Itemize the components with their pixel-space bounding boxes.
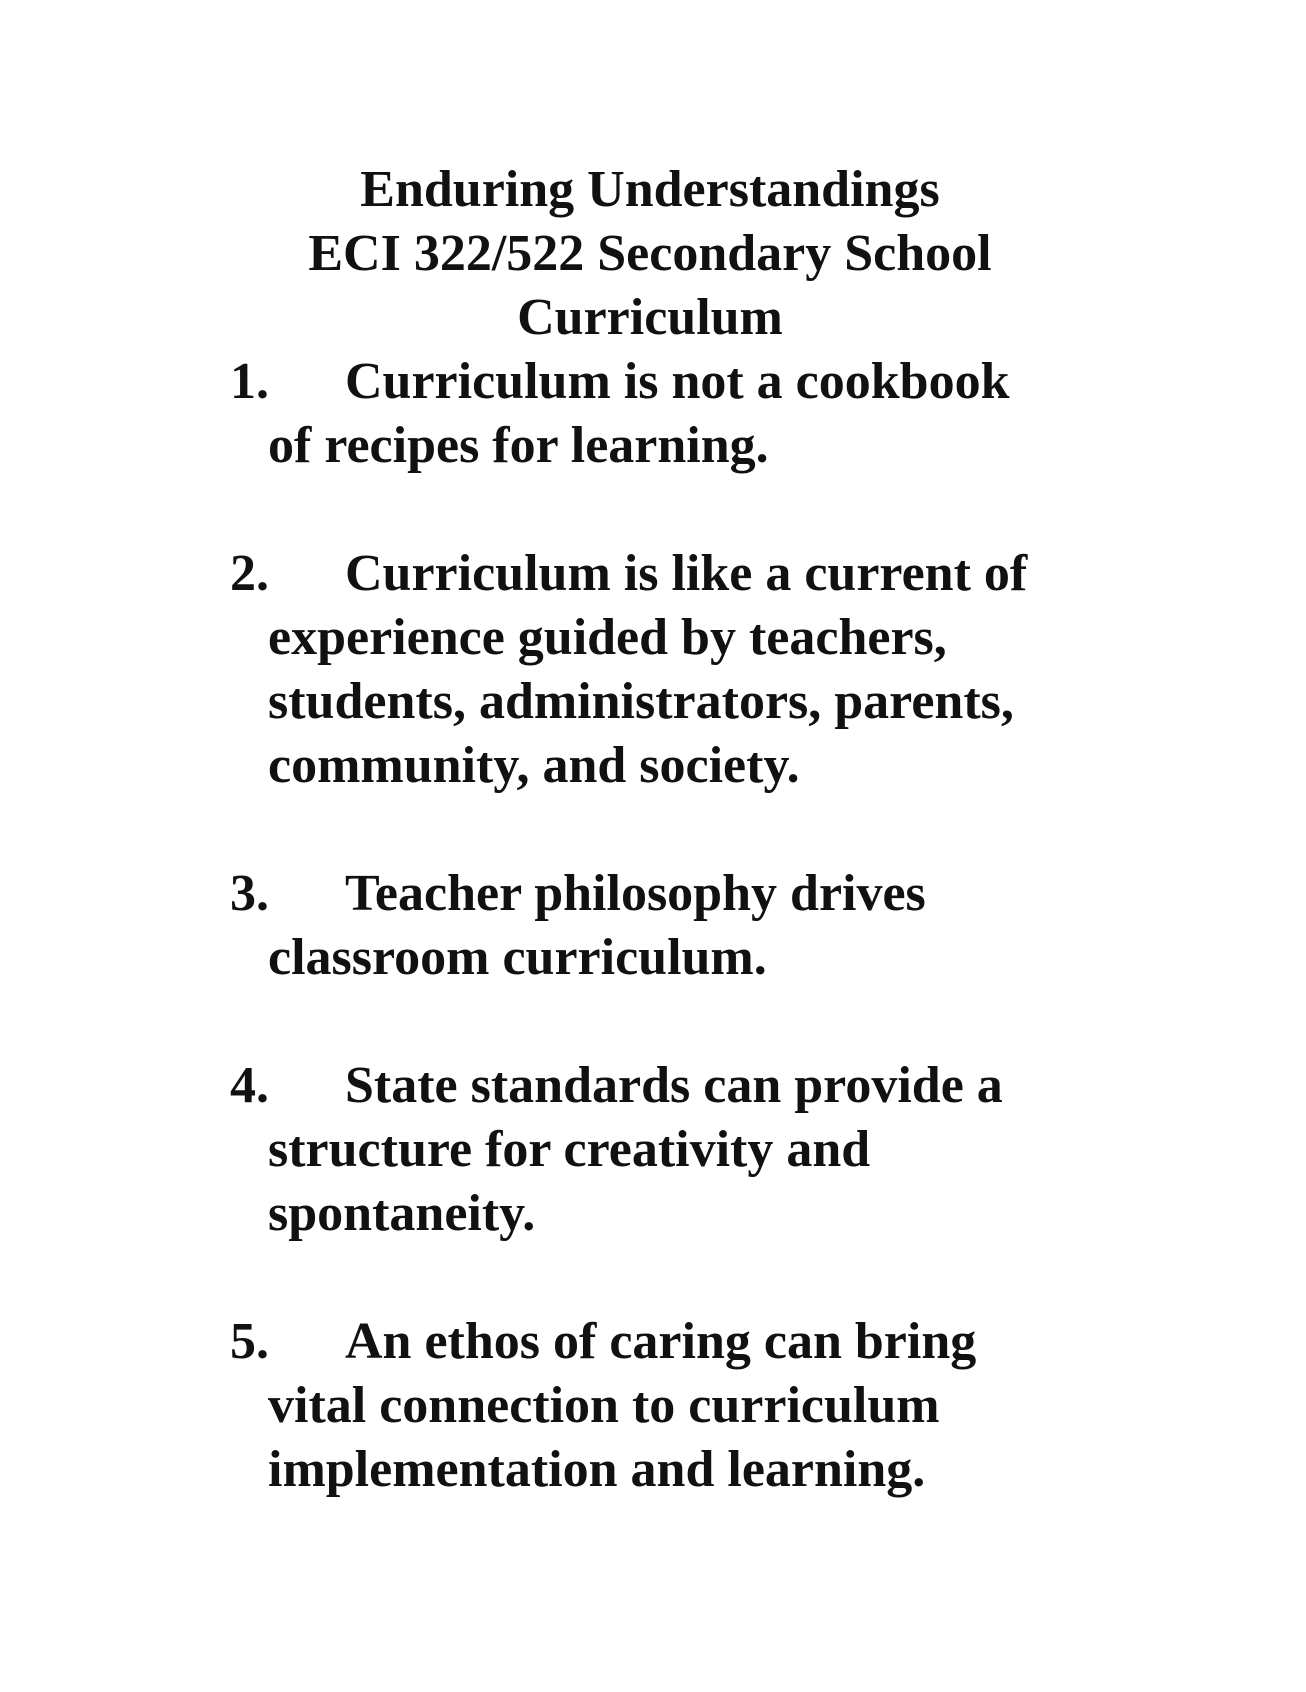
item-line: State standards can provide a	[345, 1057, 1003, 1114]
item-number: 3.	[230, 865, 269, 922]
item-line: Curriculum is not a cookbook	[345, 353, 1010, 410]
item-number: 4.	[230, 1057, 269, 1114]
item-line: structure for creativity and	[268, 1121, 871, 1178]
understandings-list	[230, 350, 1110, 1502]
item-line: of recipes for learning.	[268, 417, 769, 474]
item-line: spontaneity.	[268, 1185, 536, 1242]
item-line: community, and society.	[268, 737, 800, 794]
item-line: Curriculum is like a current of	[345, 545, 1028, 602]
title-line-2: ECI 322/522 Secondary School	[308, 225, 992, 282]
item-line: implementation and learning.	[268, 1441, 926, 1498]
item-line: An ethos of caring can bring	[345, 1313, 977, 1370]
item-line: experience guided by teachers,	[268, 609, 947, 666]
item-line: Teacher philosophy drives	[345, 865, 926, 922]
list-item-3	[230, 862, 1110, 990]
item-number: 2.	[230, 545, 269, 602]
item-line: vital connection to curriculum	[268, 1377, 940, 1434]
list-item-4	[230, 1054, 1110, 1246]
item-line: students, administrators, parents,	[268, 673, 1014, 730]
item-line: classroom curriculum.	[268, 929, 767, 986]
title-line-1: Enduring Understandings	[360, 161, 940, 218]
list-item-1	[230, 350, 1110, 478]
item-number: 5.	[230, 1313, 269, 1370]
document-title	[230, 158, 1070, 350]
list-item-2	[230, 542, 1110, 798]
title-line-3: Curriculum	[517, 289, 783, 346]
list-item-5	[230, 1310, 1110, 1502]
item-number: 1.	[230, 353, 269, 410]
